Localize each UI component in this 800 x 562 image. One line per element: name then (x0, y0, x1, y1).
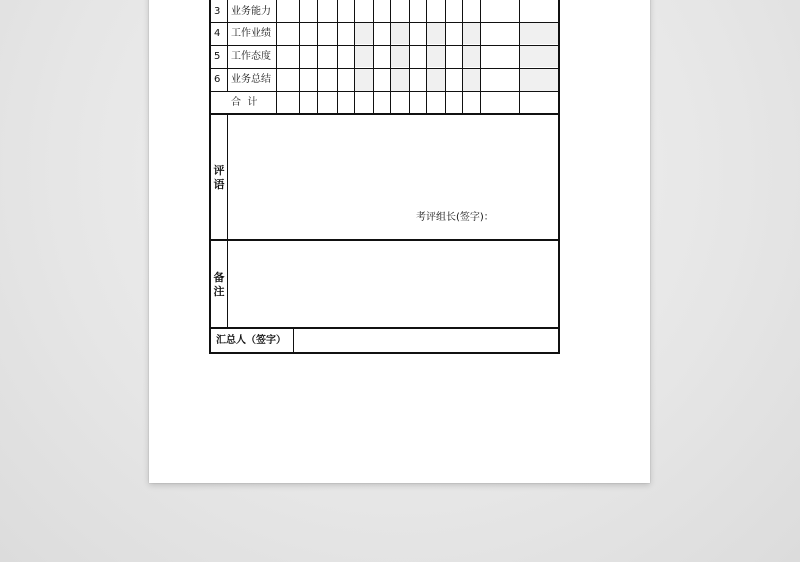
row-item-3: 业务能力 (231, 6, 271, 17)
shaded-cells (355, 23, 559, 91)
row-number-4: 4 (214, 28, 221, 39)
remarks-label-char-2: 注 (213, 285, 225, 298)
row-item-4: 工作业绩 (231, 28, 271, 39)
row-number-5: 5 (214, 51, 221, 62)
row-item-6: 业务总结 (231, 74, 271, 85)
row-number-6: 6 (214, 74, 221, 85)
row-item-5: 工作态度 (231, 51, 271, 62)
summarizer-signature-label: 汇总人（签字） (216, 335, 286, 346)
leader-signature-label: 考评组长(签字)： (416, 212, 494, 223)
remarks-label-char-1: 备 (213, 271, 225, 284)
comment-label-char-2: 语 (213, 178, 225, 191)
row-number-3: 3 (214, 6, 221, 17)
comment-label-char-1: 评 (213, 164, 225, 177)
total-row-label: 合 计 (231, 97, 258, 108)
